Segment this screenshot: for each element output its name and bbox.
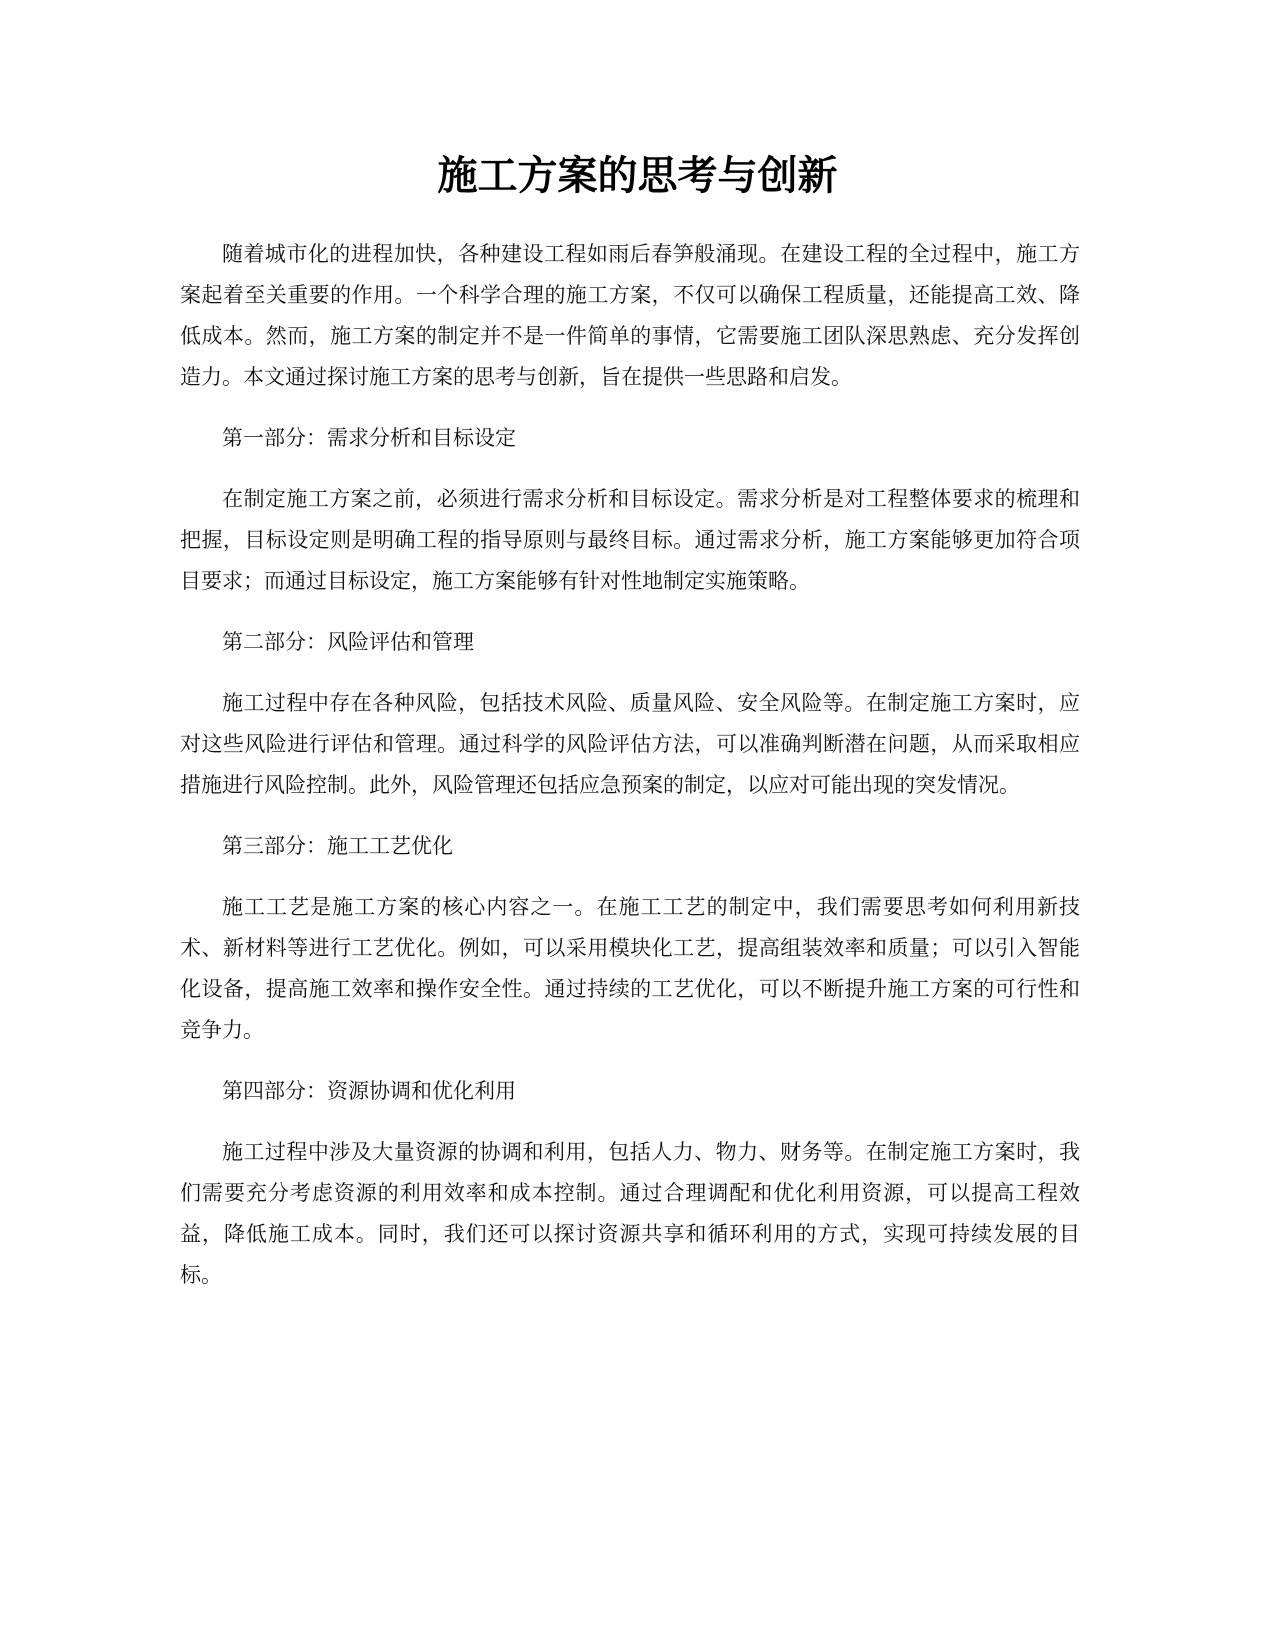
section-4-heading: 第四部分：资源协调和优化利用 [222,1079,516,1103]
intro-paragraph: 随着城市化的进程加快，各种建设工程如雨后春笋般涌现。在建设工程的全过程中，施工方案起着至关重要的作用。一个科学合理的施工方案，不仅可以确保工程质量，还能提高工效、降低成本。然而，施工方案的制定并不是一件简单的事情，它需要施工团队深思熟虑、充分发挥创造力。本文通过探讨施工方案的思考与创新，旨在提供一些思路和启发。 [180,242,1080,389]
section-1-heading: 第一部分：需求分析和目标设定 [222,426,516,450]
section-1-paragraph: 在制定施工方案之前，必须进行需求分析和目标设定。需求分析是对工程整体要求的梳理和把握，目标设定则是明确工程的指导原则与最终目标。通过需求分析，施工方案能够更加符合项目要求；而通过目标设定，施工方案能够有针对性地制定实施策略。 [180,487,1080,593]
section-3-heading: 第三部分：施工工艺优化 [222,834,453,858]
document-title: 施工方案的思考与创新 [437,153,838,199]
section-4-paragraph: 施工过程中涉及大量资源的协调和利用，包括人力、物力、财务等。在制定施工方案时，我们需要充分考虑资源的利用效率和成本控制。通过合理调配和优化利用资源，可以提高工程效益，降低施工成本。同时，我们还可以探讨资源共享和循环利用的方式，实现可持续发展的目标。 [180,1140,1080,1287]
section-3-paragraph: 施工工艺是施工方案的核心内容之一。在施工工艺的制定中，我们需要思考如何利用新技术、新材料等进行工艺优化。例如，可以采用模块化工艺，提高组装效率和质量；可以引入智能化设备，提高施工效率和操作安全性。通过持续的工艺优化，可以不断提升施工方案的可行性和竞争力。 [180,895,1080,1042]
section-2-heading: 第二部分：风险评估和管理 [222,630,474,654]
section-2-paragraph: 施工过程中存在各种风险，包括技术风险、质量风险、安全风险等。在制定施工方案时，应对这些风险进行评估和管理。通过科学的风险评估方法，可以准确判断潜在问题，从而采取相应措施进行风险控制。此外，风险管理还包括应急预案的制定，以应对可能出现的突发情况。 [180,691,1080,797]
document-body [180,234,1080,1296]
